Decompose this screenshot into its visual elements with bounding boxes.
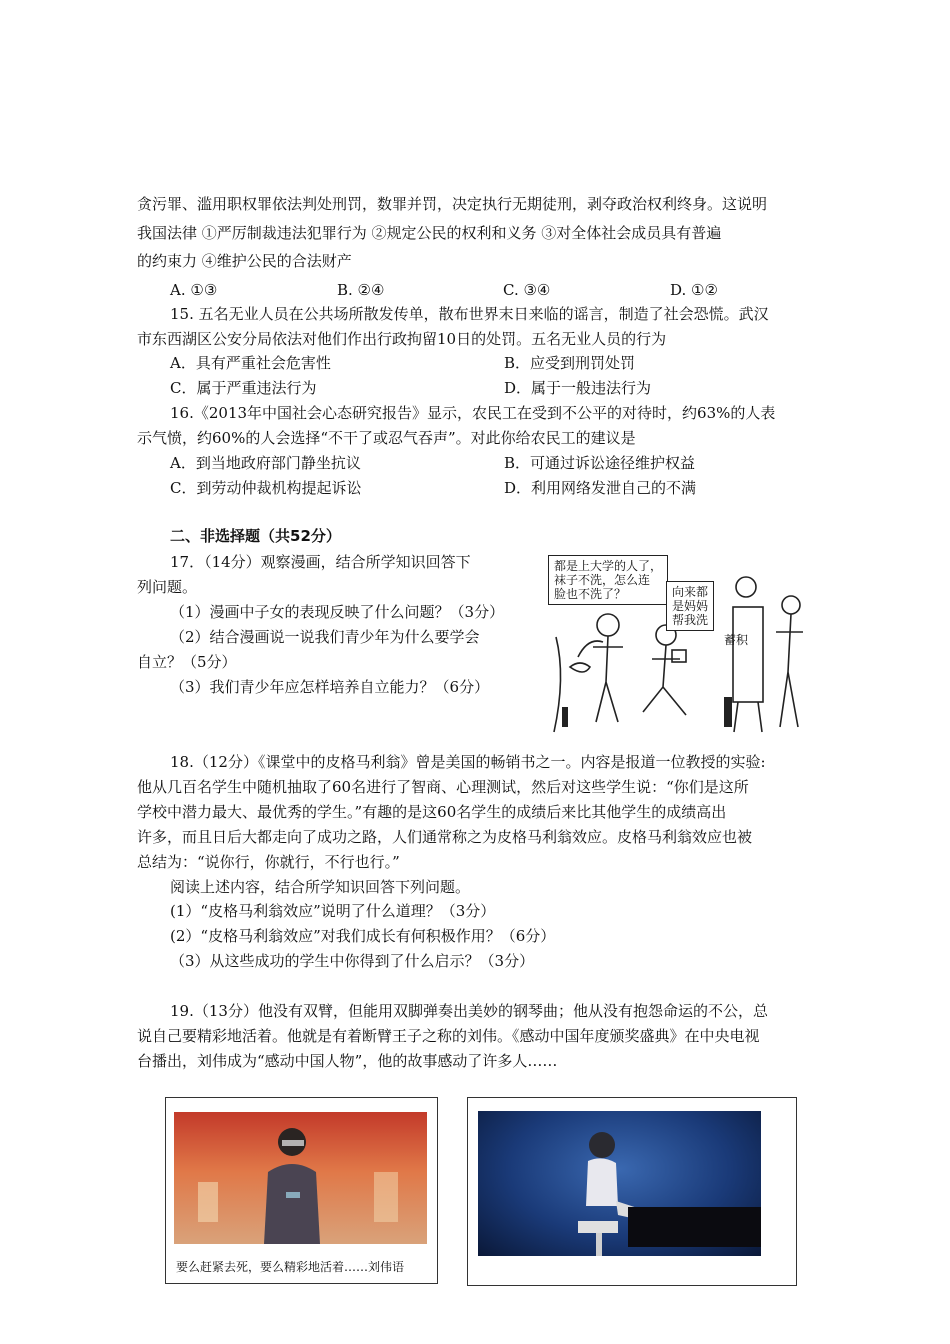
bubble-child-line-3: 帮我洗 (672, 613, 709, 627)
q18-line-5: 总结为：“说你行，你就行，不行也行。” (137, 853, 400, 871)
q14-option-d: D. ①② (670, 281, 718, 299)
q18-line-2: 他从几百名学生中随机抽取了60名进行了智商、心理测试，然后对这些学生说：“你们是这所 (137, 778, 749, 796)
q14-option-a: A. ①③ (170, 281, 218, 299)
photo-frame-standing (165, 1097, 438, 1284)
q19-line-3: 台播出，刘伟成为“感动中国人物”，他的故事感动了许多人…… (137, 1052, 558, 1070)
q17-part-2-cont: 自立？（5分） (137, 653, 237, 671)
bubble-parent-line-2: 袜子不洗，怎么连 (554, 573, 651, 587)
q15-option-a: A．具有严重社会危害性 (170, 354, 331, 372)
q16-line-1: 16.《2013年中国社会心态研究报告》显示，农民工在受到不公平的对待时，约63%的人表 (170, 404, 776, 422)
q14-option-b: B. ②④ (337, 281, 385, 299)
q17-part-2: （2）结合漫画说一说我们青少年为什么要学会 (170, 628, 480, 646)
q16-option-b: B．可通过诉讼途径维护权益 (504, 454, 696, 472)
bubble-child-line-1: 向来都 (672, 585, 709, 599)
q15-line-2: 市东西湖区公安分局依法对他们作出行政拘留10日的处罚。五名无业人员的行为 (137, 330, 667, 348)
q18-line-1: 18.（12分）《课堂中的皮格马利翁》曾是美国的畅销书之一。内容是报道一位教授的实验: (170, 753, 766, 771)
q14-option-c: C. ③④ (503, 281, 551, 299)
q15-option-d: D．属于一般违法行为 (504, 379, 652, 397)
q17-part-1: （1）漫画中子女的表现反映了什么问题？（3分） (170, 603, 505, 621)
q18-part-3: （3）从这些成功的学生中你得到了什么启示？（3分） (170, 952, 535, 970)
bubble-child-line-2: 是妈妈 (672, 599, 709, 613)
q16-line-2: 示气愤，约60%的人会选择“不干了或忍气吞声”。对此你给农民工的建议是 (137, 429, 636, 447)
speech-bubble-child (666, 581, 714, 631)
q19-line-1: 19.（13分）他没有双臂，但能用双脚弹奏出美妙的钢琴曲；他从没有抱怨命运的不公，总 (170, 1002, 768, 1020)
q18-line-3: 学校中潜力最大、最优秀的学生。”有趣的是这60名学生的成绩后来比其他学生的成绩高出 (137, 803, 727, 821)
q14-line-2: 我国法律 ①严厉制裁违法犯罪行为 ②规定公民的权利和义务 ③对全体社会成员具有普遍 (137, 224, 722, 242)
q14-line-3: 的约束力 ④维护公民的合法财产 (137, 252, 352, 270)
q15-option-c: C．属于严重违法行为 (170, 379, 317, 397)
cartoon-tag: 蓄积 (724, 633, 749, 647)
speech-bubble-parent (548, 555, 668, 605)
q18-line-4: 许多，而且日后大都走向了成功之路，人们通常称之为皮格马利翁效应。皮格马利翁效应也被 (137, 828, 753, 846)
photo-liu-wei-standing (174, 1112, 427, 1244)
standing-figure-drawing (174, 1112, 427, 1244)
q16-option-a: A．到当地政府部门静坐抗议 (170, 454, 361, 472)
cartoon-illustration (548, 547, 810, 739)
q15-option-b: B．应受到刑罚处罚 (504, 354, 636, 372)
photo-caption: 要么赶紧去死，要么精彩地活着……刘伟语 (176, 1260, 405, 1274)
piano-scene-drawing (478, 1111, 761, 1256)
q16-option-c: C．到劳动仲裁机构提起诉讼 (170, 479, 362, 497)
q14-line-1: 贪污罪、滥用职权罪依法判处刑罚，数罪并罚，决定执行无期徒刑，剥夺政治权利终身。这说明 (137, 195, 768, 213)
q17-line-2: 列问题。 (137, 578, 198, 596)
q16-option-d: D．利用网络发泄自己的不满 (504, 479, 697, 497)
photo-liu-wei-piano (478, 1111, 761, 1256)
q17-line-1: 17．（14分）观察漫画，结合所学知识回答下 (170, 553, 471, 571)
photo-frame-piano (467, 1097, 797, 1286)
bubble-parent-line-1: 都是上大学的人了， (554, 559, 663, 573)
q15-line-1: 15. 五名无业人员在公共场所散发传单，散布世界末日来临的谣言，制造了社会恐慌。武汉 (170, 305, 769, 323)
section-heading: 二、非选择题（共52分） (170, 527, 341, 545)
bubble-parent-line-3: 脸也不洗了？ (554, 587, 627, 601)
q18-part-1: (1）“皮格马利翁效应”说明了什么道理？（3分） (170, 902, 496, 920)
q17-part-3: （3）我们青少年应怎样培养自立能力？（6分） (170, 678, 490, 696)
q18-part-2: (2）“皮格马利翁效应”对我们成长有何积极作用？（6分） (170, 927, 556, 945)
q18-line-6: 阅读上述内容，结合所学知识回答下列问题。 (170, 878, 471, 896)
q19-line-2: 说自己要精彩地活着。他就是有着断臂王子之称的刘伟。《感动中国年度颁奖盛典》在中央电视 (137, 1027, 760, 1045)
